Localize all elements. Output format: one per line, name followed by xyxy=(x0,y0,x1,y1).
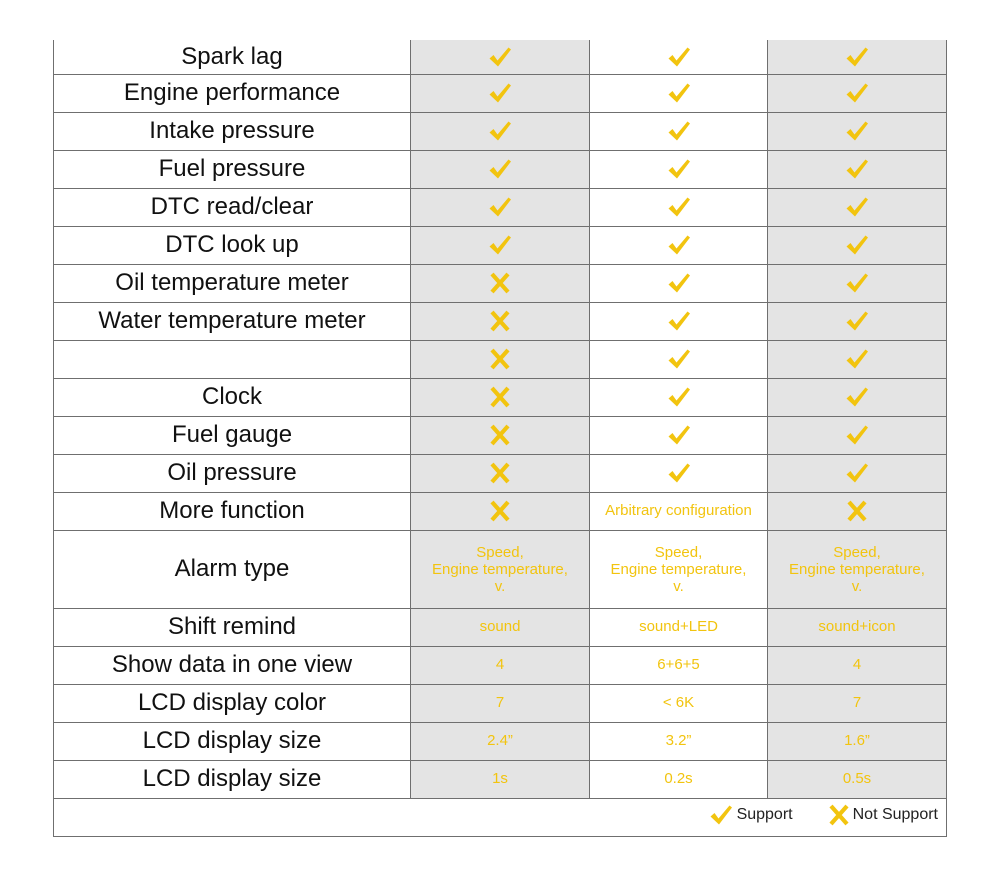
cell-text: 7 xyxy=(852,694,862,711)
check-icon xyxy=(667,82,691,104)
check-icon xyxy=(845,348,869,370)
value-cell xyxy=(768,340,947,378)
cell-text-line: Engine temperature, xyxy=(610,560,747,578)
check-icon xyxy=(845,424,869,446)
value-cell xyxy=(590,150,768,188)
cross-icon xyxy=(490,386,510,408)
cell-text: 3.2” xyxy=(665,732,692,749)
value-cell xyxy=(768,492,947,530)
value-cell xyxy=(411,302,590,340)
check-icon xyxy=(667,424,691,446)
value-cell xyxy=(590,112,768,150)
value-cell xyxy=(768,416,947,454)
table-row xyxy=(54,684,947,722)
value-cell xyxy=(768,226,947,264)
feature-name: Alarm type xyxy=(54,530,411,608)
value-cell xyxy=(768,646,947,684)
value-cell xyxy=(768,722,947,760)
table-row xyxy=(54,150,947,188)
value-cell xyxy=(768,74,947,112)
value-cell xyxy=(590,646,768,684)
check-icon xyxy=(845,234,869,256)
cell-text: 4 xyxy=(852,656,862,673)
feature-name xyxy=(54,340,411,378)
cell-text: 0.2s xyxy=(664,770,693,787)
value-cell xyxy=(590,760,768,798)
value-cell xyxy=(411,760,590,798)
feature-name: DTC look up xyxy=(54,226,411,264)
table-row xyxy=(54,112,947,150)
feature-name: Fuel gauge xyxy=(54,416,411,454)
value-cell xyxy=(768,302,947,340)
check-icon xyxy=(845,196,869,218)
value-cell xyxy=(411,454,590,492)
check-icon xyxy=(488,82,512,104)
value-cell xyxy=(590,226,768,264)
value-cell xyxy=(411,416,590,454)
cell-text: 1.6” xyxy=(844,732,870,749)
feature-name: Water temperature meter xyxy=(54,302,411,340)
value-cell xyxy=(411,74,590,112)
legend-items xyxy=(709,804,938,826)
value-cell xyxy=(768,40,947,74)
check-icon xyxy=(488,120,512,142)
feature-name: Show data in one view xyxy=(54,646,411,684)
value-cell xyxy=(768,264,947,302)
table-row xyxy=(54,378,947,416)
cell-text-line: v. xyxy=(494,577,506,595)
table-row xyxy=(54,608,947,646)
value-cell xyxy=(768,150,947,188)
cell-text-line: Speed, xyxy=(476,543,524,561)
cell-text: 6+6+5 xyxy=(657,656,700,673)
value-cell xyxy=(411,608,590,646)
check-icon xyxy=(667,234,691,256)
check-icon xyxy=(845,82,869,104)
cross-icon xyxy=(490,310,510,332)
check-icon xyxy=(488,158,512,180)
check-icon xyxy=(667,196,691,218)
check-icon xyxy=(488,46,512,68)
cell-text: 1s xyxy=(492,770,508,787)
table-row xyxy=(54,416,947,454)
feature-name: DTC read/clear xyxy=(54,188,411,226)
feature-name: LCD display size xyxy=(54,722,411,760)
value-cell xyxy=(590,264,768,302)
cell-text-line: Engine temperature, xyxy=(432,560,568,578)
check-icon xyxy=(845,120,869,142)
value-cell xyxy=(411,226,590,264)
value-cell xyxy=(768,608,947,646)
cell-text: sound+icon xyxy=(818,618,896,635)
feature-name: Engine performance xyxy=(54,74,411,112)
comparison-table-body xyxy=(54,40,947,836)
table-row xyxy=(54,722,947,760)
value-cell xyxy=(768,530,947,608)
check-icon xyxy=(667,348,691,370)
cell-text: 0.5s xyxy=(842,770,872,787)
cross-icon xyxy=(490,272,510,294)
cell-text: sound xyxy=(479,618,521,635)
feature-name: LCD display size xyxy=(54,760,411,798)
cell-text: 7 xyxy=(495,694,505,711)
table-row xyxy=(54,492,947,530)
value-cell xyxy=(411,646,590,684)
value-cell xyxy=(590,684,768,722)
cell-text-line: Speed, xyxy=(654,543,703,561)
table-row xyxy=(54,530,947,608)
cross-icon xyxy=(490,424,510,446)
cell-text-line: v. xyxy=(851,577,863,595)
table-row xyxy=(54,226,947,264)
value-cell xyxy=(590,722,768,760)
value-cell xyxy=(590,416,768,454)
cross-icon xyxy=(490,348,510,370)
table-row xyxy=(54,302,947,340)
cell-text-line: Engine temperature, xyxy=(789,560,925,578)
feature-name: Shift remind xyxy=(54,608,411,646)
value-cell xyxy=(411,40,590,74)
check-icon xyxy=(845,462,869,484)
check-icon xyxy=(667,462,691,484)
feature-name: Spark lag xyxy=(54,40,411,74)
value-cell xyxy=(411,150,590,188)
value-cell xyxy=(590,530,768,608)
value-cell xyxy=(411,530,590,608)
legend-row xyxy=(54,798,947,836)
table-row xyxy=(54,188,947,226)
legend xyxy=(54,798,947,836)
value-cell xyxy=(590,492,768,530)
cell-text: 4 xyxy=(495,656,505,673)
value-cell xyxy=(411,492,590,530)
value-cell xyxy=(590,340,768,378)
cross-icon xyxy=(490,462,510,484)
cross-icon xyxy=(490,500,510,522)
cell-text: 2.4” xyxy=(487,732,513,749)
value-cell xyxy=(411,112,590,150)
feature-name: Fuel pressure xyxy=(54,150,411,188)
table-row xyxy=(54,264,947,302)
value-cell xyxy=(590,74,768,112)
legend-not-support-label: Not Support xyxy=(852,805,938,823)
value-cell xyxy=(768,454,947,492)
value-cell xyxy=(411,722,590,760)
value-cell xyxy=(768,188,947,226)
check-icon xyxy=(845,386,869,408)
cross-icon xyxy=(847,500,867,522)
check-icon xyxy=(709,804,733,826)
table-row xyxy=(54,760,947,798)
table-row xyxy=(54,40,947,74)
value-cell xyxy=(768,112,947,150)
check-icon xyxy=(845,158,869,180)
check-icon xyxy=(845,310,869,332)
check-icon xyxy=(667,158,691,180)
check-icon xyxy=(845,46,869,68)
table-row xyxy=(54,454,947,492)
comparison-table xyxy=(53,40,947,837)
check-icon xyxy=(667,386,691,408)
feature-name: Clock xyxy=(54,378,411,416)
value-cell xyxy=(590,378,768,416)
cell-text: < 6K xyxy=(662,694,695,711)
table-row xyxy=(54,340,947,378)
value-cell xyxy=(411,684,590,722)
check-icon xyxy=(667,46,691,68)
cross-icon xyxy=(829,804,849,826)
value-cell xyxy=(768,378,947,416)
table-row xyxy=(54,74,947,112)
legend-support-label: Support xyxy=(736,805,793,823)
value-cell xyxy=(411,340,590,378)
feature-name: Oil pressure xyxy=(54,454,411,492)
feature-name: More function xyxy=(54,492,411,530)
value-cell xyxy=(590,40,768,74)
feature-name: Oil temperature meter xyxy=(54,264,411,302)
value-cell xyxy=(590,302,768,340)
cell-text: Arbitrary configuration xyxy=(605,502,752,519)
value-cell xyxy=(411,378,590,416)
value-cell xyxy=(590,608,768,646)
feature-name: Intake pressure xyxy=(54,112,411,150)
check-icon xyxy=(667,120,691,142)
check-icon xyxy=(845,272,869,294)
value-cell xyxy=(411,264,590,302)
value-cell xyxy=(768,684,947,722)
check-icon xyxy=(488,196,512,218)
feature-name: LCD display color xyxy=(54,684,411,722)
value-cell xyxy=(411,188,590,226)
value-cell xyxy=(590,188,768,226)
value-cell xyxy=(768,760,947,798)
cell-text: sound+LED xyxy=(639,618,718,635)
check-icon xyxy=(488,234,512,256)
check-icon xyxy=(667,272,691,294)
check-icon xyxy=(667,310,691,332)
value-cell xyxy=(590,454,768,492)
cell-text-line: Speed, xyxy=(833,543,881,561)
cell-text-line: v. xyxy=(673,577,684,595)
table-row xyxy=(54,646,947,684)
